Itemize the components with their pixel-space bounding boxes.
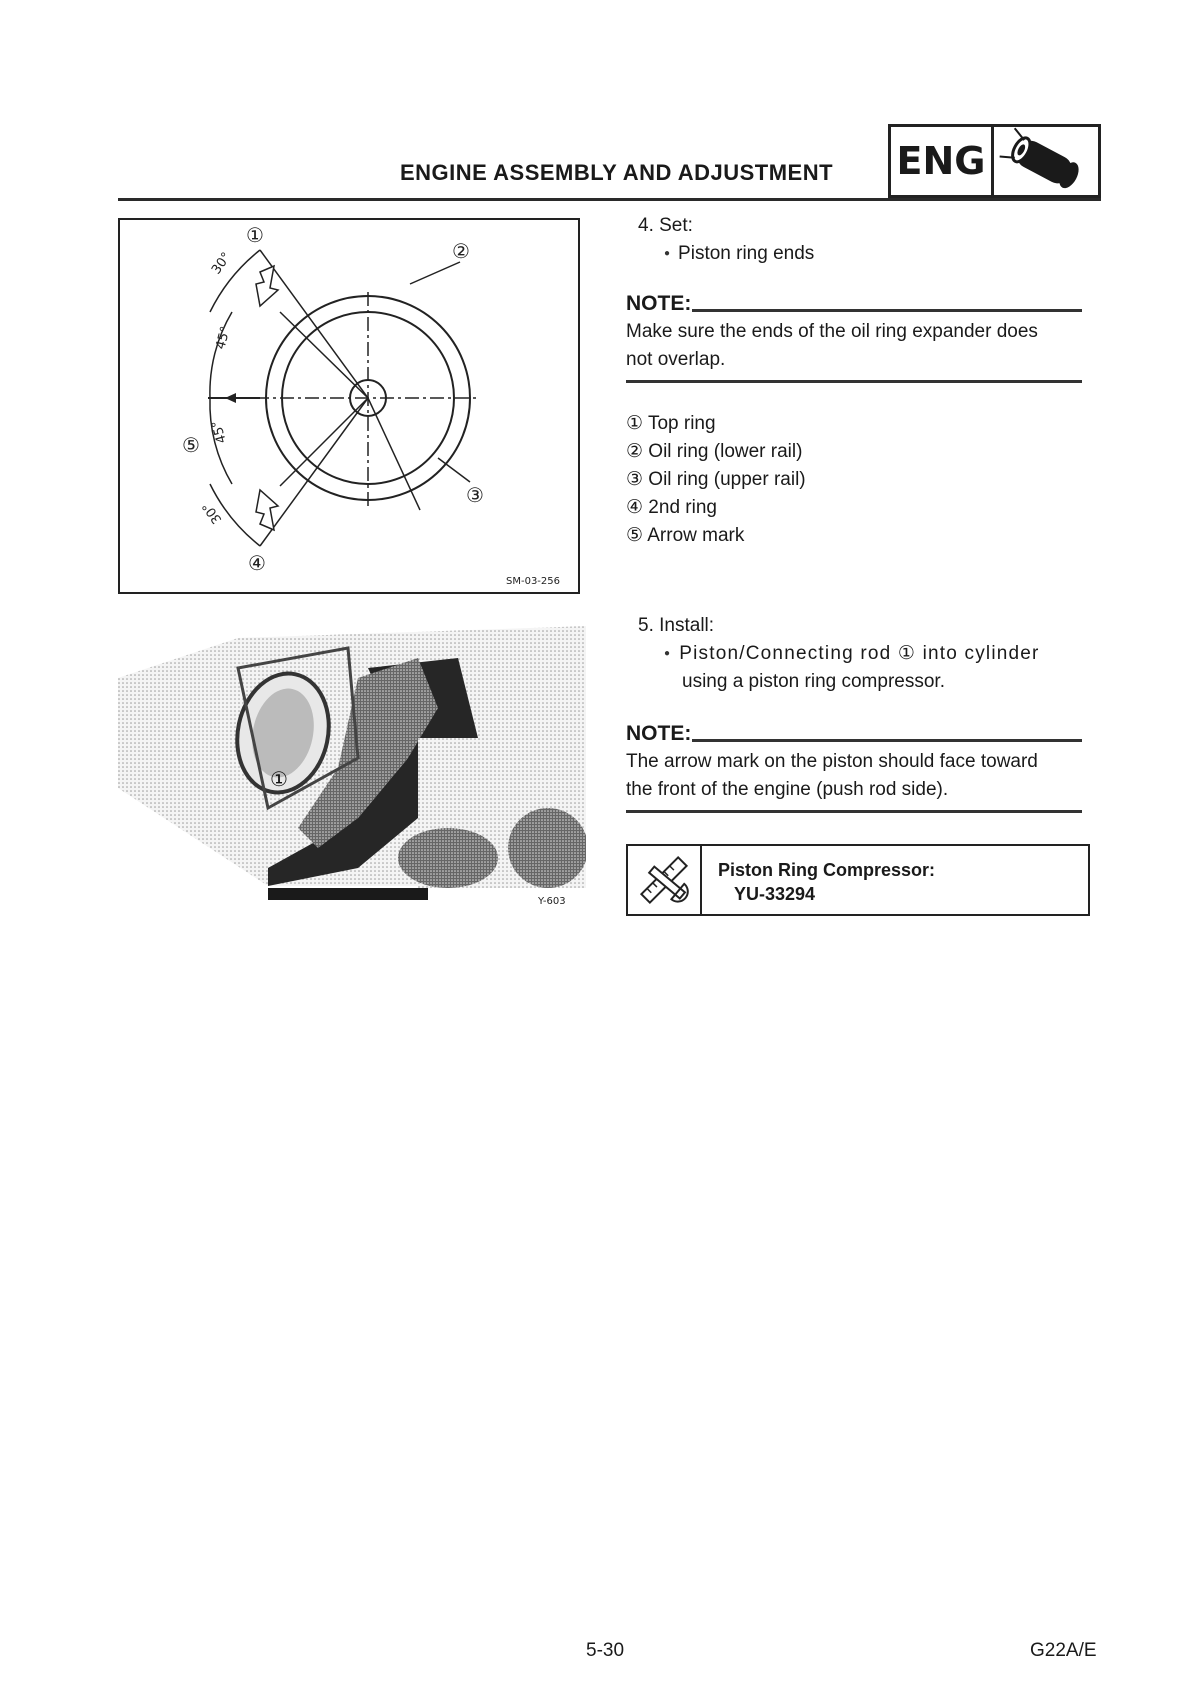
step5-note-underline bbox=[692, 739, 1082, 742]
step4-bullet: ● Piston ring ends bbox=[664, 240, 814, 271]
tool-code: YU-33294 bbox=[734, 884, 816, 904]
callout-3: ③ bbox=[466, 483, 484, 507]
step4-note-underline bbox=[692, 309, 1082, 312]
legend-item-3: ③ Oil ring (upper rail) bbox=[626, 469, 806, 490]
header-rule bbox=[118, 198, 1101, 201]
photo-code: Y-603 bbox=[538, 896, 566, 907]
step5-bullet-line1: ● Piston/Connecting rod ① into cylinder bbox=[664, 640, 1040, 671]
legend-item-1: ① Top ring bbox=[626, 413, 716, 434]
angle-label-2: 45° bbox=[213, 324, 234, 352]
step5-note-label: NOTE: bbox=[626, 722, 692, 745]
figure-code: SM-03-256 bbox=[506, 576, 561, 587]
legend-item-2: ② Oil ring (lower rail) bbox=[626, 441, 803, 462]
step4-note-text-line2: not overlap. bbox=[626, 349, 726, 370]
step5-note-text-line2: the front of the engine (push rod side). bbox=[626, 779, 949, 800]
legend-item-5: ⑤ Arrow mark bbox=[626, 525, 745, 546]
step4-note-label: NOTE: bbox=[626, 292, 692, 315]
step5-bullet-line2: using a piston ring compressor. bbox=[682, 671, 945, 692]
section-title: ENGINE ASSEMBLY AND ADJUSTMENT bbox=[400, 160, 834, 185]
step5-note-text-line1: The arrow mark on the piston should face toward bbox=[626, 751, 1038, 772]
wrench-ruler-icon bbox=[628, 846, 700, 914]
model-code: G22A/E bbox=[1030, 1640, 1097, 1661]
special-tool-box bbox=[626, 844, 1090, 916]
callout-2: ② bbox=[452, 239, 470, 263]
ring-end-diagram-svg bbox=[120, 220, 578, 592]
angle-label-4: 30° bbox=[199, 498, 226, 527]
tool-name: Piston Ring Compressor: bbox=[718, 860, 936, 880]
photo-callout-1: ① bbox=[270, 767, 288, 791]
page-number: 5-30 bbox=[586, 1640, 625, 1661]
callout-5: ⑤ bbox=[182, 433, 200, 457]
angle-label-1: 30° bbox=[208, 249, 235, 278]
step5-note-end-rule bbox=[626, 810, 1082, 813]
eng-badge-label: ENG bbox=[896, 139, 986, 183]
piston-install-photo-svg bbox=[118, 618, 586, 908]
engine-icon-box bbox=[994, 124, 1101, 198]
step4-note-text-line1: Make sure the ends of the oil ring expander does bbox=[626, 321, 1038, 342]
step4-heading: 4. Set: bbox=[638, 215, 693, 236]
callout-4: ④ bbox=[248, 551, 266, 575]
eng-badge bbox=[888, 124, 994, 198]
step4-note-end-rule bbox=[626, 380, 1082, 383]
angle-label-3: 45° bbox=[209, 418, 230, 445]
tool-icon-cell bbox=[628, 846, 702, 914]
piston-install-photo bbox=[118, 618, 586, 908]
legend-item-4: ④ 2nd ring bbox=[626, 497, 717, 518]
ring-end-diagram bbox=[118, 218, 580, 594]
callout-1: ① bbox=[246, 223, 264, 247]
engine-icon bbox=[994, 127, 1098, 198]
step5-heading: 5. Install: bbox=[638, 615, 715, 636]
